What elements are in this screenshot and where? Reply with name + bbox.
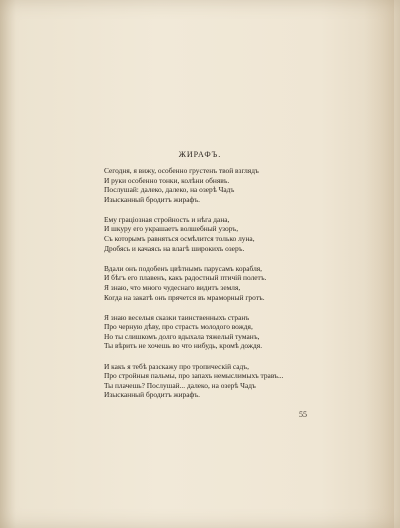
poem-line: И бѣгъ его плавенъ, какъ радостный птичiй полетъ. — [104, 273, 267, 283]
stanza-4 — [104, 313, 314, 351]
poem-line: И шкуру его украшаетъ волшебный узоръ, — [104, 224, 239, 234]
poem-line: Изысканный бродитъ жирафъ. — [104, 194, 200, 204]
poem-line: Когда на закатѣ онъ прячется въ мраморный гротъ. — [104, 292, 265, 302]
poem-body — [104, 166, 314, 410]
poem-line: Дробясь и качаясь на влагѣ широкихъ озеръ. — [104, 243, 245, 253]
page-edge-shadow — [364, 0, 394, 528]
stanza-1 — [104, 166, 314, 204]
poem-line: Изысканный бродитъ жирафъ. — [104, 390, 200, 400]
poem-line: Ты плачешь? Послушай... далеко, на озерѣ Чадъ — [104, 380, 256, 390]
poem-line: Но ты слишкомъ долго вдыхала тяжелый туманъ, — [104, 331, 260, 341]
poem-line: Ему грацiозная стройность и нѣга дана, — [104, 214, 230, 224]
poem-line: Я знаю веселыя сказки таинственныхъ странъ — [104, 312, 250, 322]
poem-line: Про черную дѣву, про страсть молодого вождя, — [104, 322, 253, 332]
page-number: 55 — [299, 410, 307, 419]
poem-line: Вдали онъ подобенъ цвѣтнымъ парусамъ корабля, — [104, 263, 262, 273]
poem-line: Съ которымъ равняться осмѣлится только луна, — [104, 234, 255, 244]
stanza-3 — [104, 264, 314, 302]
poem-line: Про стройныя пальмы, про запахъ немыслимыхъ травъ... — [104, 371, 284, 381]
poem-title: ЖИРАФЪ. — [178, 150, 222, 159]
stanza-5 — [104, 362, 314, 400]
poem-line: Ты вѣрить не хочешь во что нибудь, кромѣ дождя. — [104, 341, 263, 351]
poem-line: И какъ я тебѣ разскажу про тропическiй садъ, — [104, 361, 249, 371]
poem-line: Послушай: далеко, далеко, на озерѣ Чадъ — [104, 185, 235, 195]
poem-line: И руки особенно тонки, колѣни обнявъ. — [104, 175, 230, 185]
poem-line: Я знаю, что много чудеснаго видитъ земля, — [104, 282, 241, 292]
stanza-2 — [104, 215, 314, 253]
poem-line: Сегодня, я вижу, особенно грустенъ твой взглядъ — [104, 166, 259, 175]
